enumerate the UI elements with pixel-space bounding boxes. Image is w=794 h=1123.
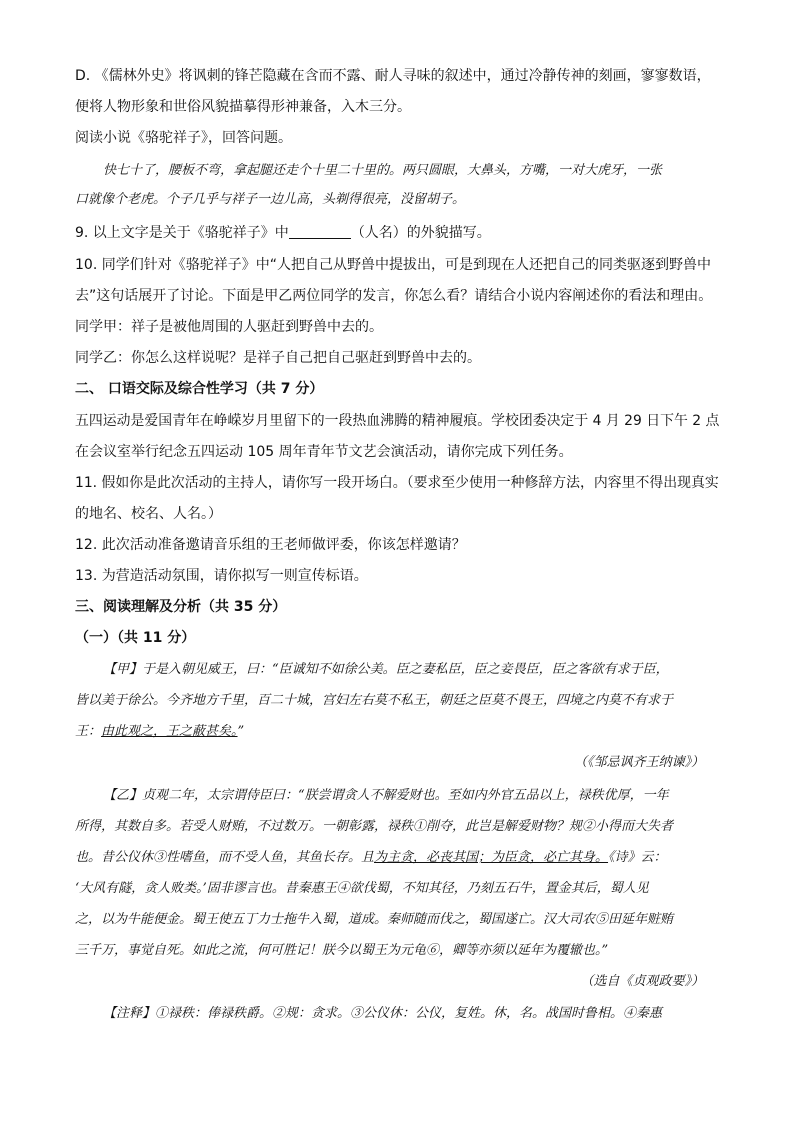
subsection-1-heading: （一）（共 11 分）: [75, 630, 196, 646]
section-3-heading: 三、阅读理解及分析（共 35 分）: [75, 599, 287, 615]
passage-jia-line3-start: 王：: [75, 724, 102, 739]
section-2-heading: 二、 口语交际及综合性学习（共 7 分）: [75, 381, 324, 397]
annotation-line: 【注释】①禄秩：俸禄秩爵。②规：贪求。③公仪休：公仪，复姓。休，名。战国时鲁相。④秦惠: [103, 1006, 663, 1021]
excerpt-line1: 快七十了，腰板不弯，拿起腿还走个十里二十里的。两只圆眼，大鼻头，方嘴，一对大虎牙，一张: [103, 163, 663, 178]
section-2-intro-line2: 在会议室举行纪念五四运动 105 周年青年节文艺会演活动，请你完成下列任务。: [75, 444, 573, 460]
question-12: 12. 此次活动准备邀请音乐组的王老师做评委，你该怎样邀请？: [75, 537, 466, 553]
answer-blank[interactable]: [289, 224, 351, 239]
underlined-sentence-yi: 为主贪，必丧其国；为臣贪，必亡其身。: [374, 850, 609, 865]
passage-jia-line3: [75, 722, 244, 742]
passage-yi-source: （选自《贞观政要》）: [580, 974, 704, 989]
question-9: [75, 223, 491, 243]
question-9-text-b: （人名）的外貌描写。: [350, 225, 491, 241]
passage-yi-line3-end: 《诗》云：: [608, 850, 667, 865]
question-11-line2: 的地名、校名、人名。）: [75, 506, 222, 522]
passage-yi-line2: 所得，其数自多。若受人财贿，不过数万。一朝彰露，禄秩①削夺，此岂是解爱财物？规②小得而大失者: [75, 819, 674, 834]
question-10-line2: 去”这句话展开了讨论。下面是甲乙两位同学的发言，你怎么看？请结合小说内容阐述你的看法和理由。: [75, 288, 713, 304]
question-10-line1: 10. 同学们针对《骆驼祥子》中“人把自己从野兽中提拔出，可是到现在人还把自己的同类驱逐到野兽中: [75, 257, 711, 273]
passage-yi-line5: 之，以为牛能便金。蜀王使五丁力士拖牛入蜀，道成。秦师随而伐之，蜀国遂亡。汉大司农⑤田延年赃贿: [75, 912, 674, 927]
reading-instruction: 阅读小说《骆驼祥子》，回答问题。: [75, 130, 292, 146]
option-d-line1: D. 《儒林外史》将讽刺的锋芒隐藏在含而不露、耐人寻味的叙述中，通过冷静传神的刻画，寥寥数语，: [75, 68, 711, 84]
passage-yi-line6: 三千万，事觉自死。如此之流，何可胜记！朕今以蜀王为元龟⑥，卿等亦须以延年为覆辙也。”: [75, 943, 609, 958]
question-11-line1: 11. 假如你是此次活动的主持人，请你写一段开场白。（要求至少使用一种修辞方法，内容里不得出现真实: [75, 475, 719, 491]
passage-yi-line1: 【乙】贞观二年，太宗谓侍臣曰：“朕尝谓贪人不解爱财也。至如内外官五品以上，禄秩优厚，一年: [103, 788, 669, 803]
passage-jia-line3-end: ”: [237, 724, 245, 739]
passage-jia-line2: 皆以美于徐公。今齐地方千里，百二十城，宫妇左右莫不私王，朝廷之臣莫不畏王，四境之内莫不有求于: [75, 693, 674, 708]
passage-jia-source: （《邹忌讽齐王纳谏》）: [573, 755, 704, 770]
passage-jia-line1: 【甲】于是入朝见威王，曰：“臣诚知不如徐公美。臣之妻私臣，臣之妾畏臣，臣之客欲有求于臣，: [103, 662, 669, 677]
passage-yi-line3-start: 也。昔公仪休③性嗜鱼，而不受人鱼，其鱼长存。且: [75, 850, 375, 865]
section-2-intro-line1: 五四运动是爱国青年在峥嵘岁月里留下的一段热血沸腾的精神履痕。学校团委决定于 4 月 29 日下午 2 点: [75, 413, 720, 429]
student-jia-statement: 同学甲：祥子是被他周围的人驱赶到野兽中去的。: [75, 319, 383, 335]
option-d-line2: 便将人物形象和世俗风貌描摹得形神兼备，入木三分。: [75, 99, 411, 115]
question-9-text-a: 9. 以上文字是关于《骆驼祥子》中: [75, 225, 289, 241]
question-13: 13. 为营造活动氛围，请你拟写一则宣传标语。: [75, 568, 368, 584]
student-yi-statement: 同学乙：你怎么这样说呢？是祥子自己把自己驱赶到野兽中去的。: [75, 350, 481, 366]
excerpt-line2: 口就像个老虎。个子几乎与祥子一边儿高，头剃得很亮，没留胡子。: [75, 192, 466, 207]
passage-yi-line3: [75, 848, 667, 868]
passage-yi-line4: ‘大风有隧，贪人败类。’固非谬言也。昔秦惠王④欲伐蜀，不知其径，乃刻五石牛，置金其后，蜀人见: [75, 881, 649, 896]
underlined-sentence-jia: 由此观之，王之蔽甚矣。: [101, 724, 238, 739]
